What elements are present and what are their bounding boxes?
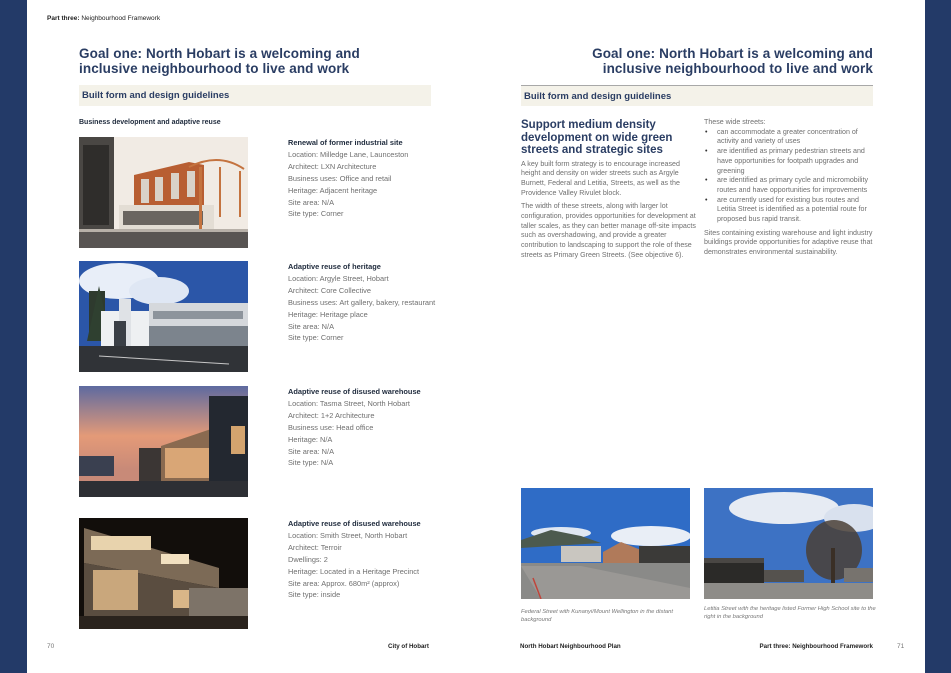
right-section-band: Built form and design guidelines — [521, 85, 873, 106]
running-header-section: Neighbourhood Framework — [79, 15, 161, 22]
photo-renewal-industrial-site — [79, 137, 248, 248]
case-study-site-area: Site area: N/A — [288, 197, 335, 207]
photo-adaptive-reuse-heritage — [79, 261, 248, 372]
case-study-3 — [288, 386, 421, 469]
left-goal-title-line-1: Goal one: North Hobart is a welcoming and — [79, 46, 360, 61]
photo-letitia-street — [704, 488, 873, 599]
case-study-business-uses: Business uses: Art gallery, bakery, restaurant — [288, 297, 436, 307]
case-study-business-uses: Business uses: Office and retail — [288, 173, 392, 183]
case-study-site-area: Site area: N/A — [288, 446, 335, 456]
right-goal-title — [592, 47, 873, 76]
left-page-number: 70 — [47, 643, 55, 650]
caption-letitia-street: Letitia Street with the heritage listed Former High School site to the right in the background — [704, 606, 876, 620]
caption-federal-street: Federal Street with Kunanyi/Mount Wellington in the distant background — [521, 609, 673, 623]
case-study-location: Location: Smith Street, North Hobart — [288, 530, 408, 540]
case-study-title: Renewal of former industrial site — [288, 138, 403, 147]
photo-disused-warehouse-smith — [79, 518, 248, 629]
case-study-site-type: Site type: N/A — [288, 458, 334, 468]
case-study-architect: Architect: 1+2 Architecture — [288, 410, 375, 420]
case-study-location: Location: Milledge Lane, Launceston — [288, 149, 409, 159]
case-study-site-type: Site type: inside — [288, 590, 341, 600]
right-page-number: 71 — [897, 643, 905, 650]
footer-part-three: Part three: Neighbourhood Framework — [759, 643, 873, 650]
section-body — [521, 160, 697, 261]
case-study-title: Adaptive reuse of disused warehouse — [288, 387, 421, 396]
case-study-title: Adaptive reuse of disused warehouse — [288, 519, 421, 528]
left-section-band: Built form and design guidelines — [79, 85, 431, 106]
left-goal-title — [79, 47, 360, 76]
case-study-location: Location: Argyle Street, Hobart — [288, 273, 389, 283]
footer-plan-name: North Hobart Neighbourhood Plan — [520, 643, 621, 650]
case-study-site-type: Site type: Corner — [288, 333, 344, 343]
case-study-4 — [288, 518, 421, 601]
photo-disused-warehouse-tasma — [79, 386, 248, 497]
footer-city-of-hobart: City of Hobart — [388, 643, 429, 650]
list-item: • are currently used for existing bus routes and Letitia Street is identified as a potential route for proposed bus rapid transit. — [704, 196, 876, 225]
right-column-2 — [704, 118, 876, 258]
photo-federal-street — [521, 488, 690, 599]
section-title: Support medium density development on wide green streets and strategic sites — [521, 119, 673, 156]
list-item: • can accommodate a greater concentration of activity and variety of uses — [704, 128, 876, 147]
document-spread — [27, 0, 925, 673]
case-study-site-type: Site type: Corner — [288, 209, 344, 219]
case-study-title: Adaptive reuse of heritage — [288, 262, 381, 271]
case-study-location: Location: Tasma Street, North Hobart — [288, 398, 410, 408]
paragraph-3: Sites containing existing warehouse and light industry buildings provide opportunities for adaptive reuse that demonstrates environmental sustainability. — [704, 228, 873, 257]
running-header — [47, 15, 160, 22]
running-header-part: Part three: — [47, 15, 80, 22]
case-study-heritage: Heritage: Adjacent heritage — [288, 185, 378, 195]
case-study-site-area: Site area: Approx. 680m² (approx) — [288, 578, 400, 588]
list-item: • are identified as primary cycle and micromobility routes and have opportunities for improvements — [704, 176, 876, 195]
right-goal-title-line-2: inclusive neighbourhood to live and work — [602, 60, 873, 76]
left-goal-title-line-2: inclusive neighbourhood to live and work — [79, 60, 350, 76]
case-study-architect: Architect: Core Collective — [288, 285, 371, 295]
case-study-heritage: Heritage: N/A — [288, 434, 333, 444]
case-study-2 — [288, 261, 435, 344]
paragraph-2: The width of these streets, along with larger lot configuration, provides opportunities for development at taller scales, as they can better manage off-site impacts such as overshadowing, and provide a greater contribution to landscaping to support the role of these streets as Primary Green Streets. (See objective 6). — [521, 202, 696, 259]
list-intro: These wide streets: — [704, 118, 766, 126]
right-goal-title-line-1: Goal one: North Hobart is a welcoming and — [592, 46, 873, 61]
case-study-dwellings: Dwellings: 2 — [288, 554, 328, 564]
case-study-site-area: Site area: N/A — [288, 321, 335, 331]
paragraph-1: A key built form strategy is to encourage increased height and density on wider streets such as Argyle Burnett, Federal and Letitia, Streets, as well as the Providence Valley Rivulet block. — [521, 159, 680, 197]
case-study-architect: Architect: LXN Architecture — [288, 161, 377, 171]
case-study-heritage: Heritage: Heritage place — [288, 309, 368, 319]
case-study-heritage: Heritage: Located in a Heritage Precinct — [288, 566, 420, 576]
right-column-1 — [521, 119, 697, 265]
wide-streets-list — [704, 128, 876, 225]
list-item: • are identified as primary pedestrian streets and have opportunities for footpath upgrades and greening — [704, 147, 876, 176]
case-study-1 — [288, 137, 408, 220]
case-study-business-uses: Business use: Head office — [288, 422, 374, 432]
left-subheading: Business development and adaptive reuse — [79, 119, 221, 126]
case-study-architect: Architect: Terroir — [288, 542, 342, 552]
